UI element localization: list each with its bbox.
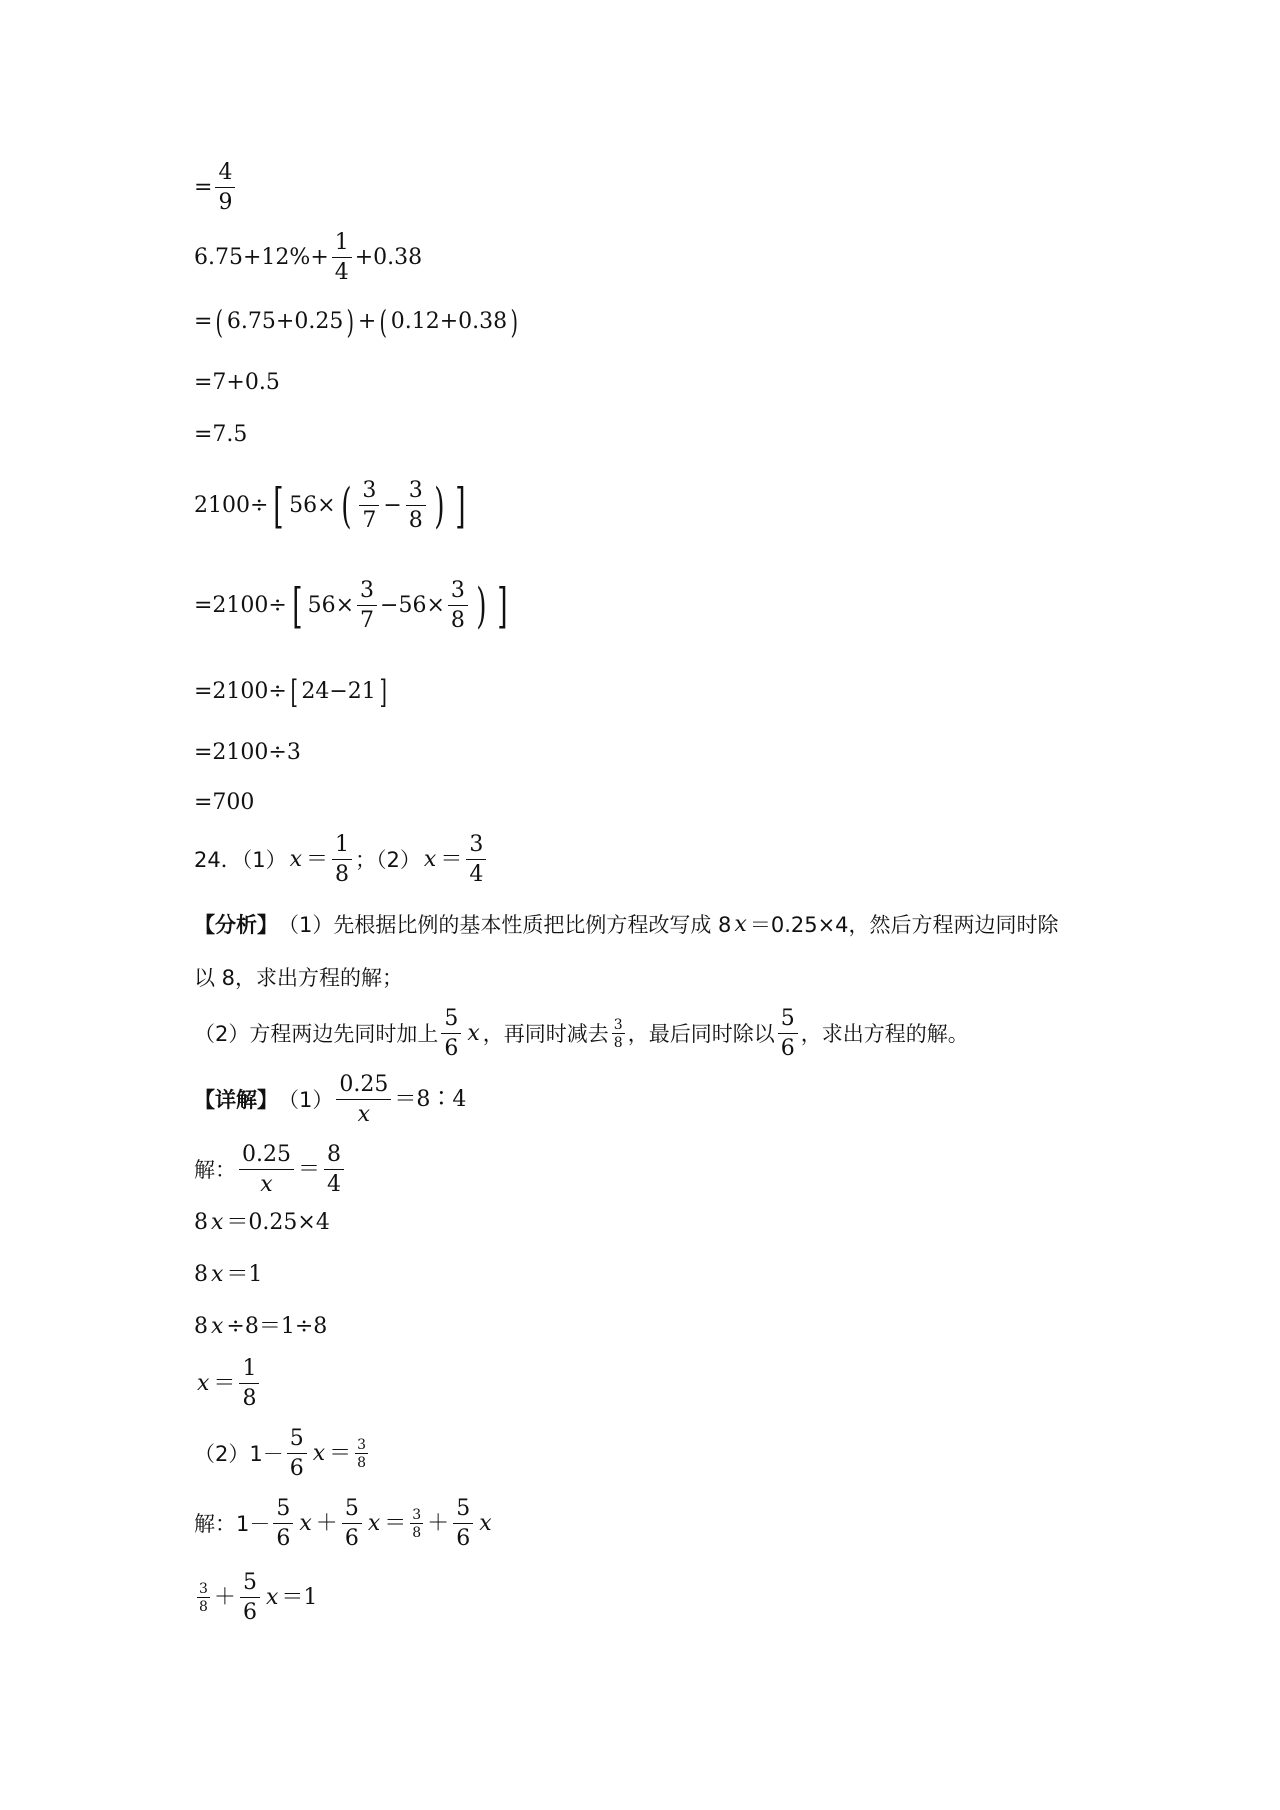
numerator: 3: [359, 480, 379, 506]
calc-line-1: [194, 162, 238, 214]
numerator: 8: [324, 1144, 344, 1170]
text: =2100÷: [194, 593, 287, 618]
denominator: 4: [327, 1172, 341, 1197]
numerator: 5: [273, 1498, 293, 1524]
text: ＝: [213, 1371, 236, 1396]
detail-line-7: [194, 1428, 371, 1480]
fraction: [240, 1572, 260, 1624]
variable: x: [734, 912, 747, 937]
variable: x: [479, 1511, 492, 1536]
text: +: [357, 309, 377, 334]
numerator: 3: [406, 480, 426, 506]
text: ，最后同时除以: [627, 1021, 775, 1046]
fraction: [324, 1144, 344, 1196]
variable: x: [367, 1511, 381, 1536]
text: ＋: [427, 1511, 450, 1536]
fraction: [778, 1008, 798, 1060]
paren: ): [346, 303, 355, 341]
fraction: [441, 1008, 461, 1060]
detail-heading: 【详解】: [194, 1087, 278, 1112]
denominator: 4: [469, 862, 484, 887]
text: 解：: [194, 1157, 236, 1182]
text: ＝: [440, 847, 463, 872]
denominator: 9: [218, 190, 233, 215]
text: 2100÷: [194, 493, 269, 518]
fraction: [612, 1018, 625, 1050]
text: （1）先根据比例的基本性质把比例方程改写成 8: [278, 912, 732, 937]
variable: x: [265, 1585, 279, 1610]
detail-line-9: [194, 1572, 317, 1624]
numerator: 3: [466, 834, 486, 860]
numerator: 1: [332, 232, 352, 258]
text: −56×: [380, 593, 445, 618]
calc-line-4: [194, 372, 280, 394]
calc-line-3: [194, 303, 522, 341]
fraction: [287, 1428, 307, 1480]
text: =: [194, 175, 213, 200]
paren: ): [476, 578, 487, 634]
calc-line-2: [194, 232, 422, 284]
fraction: [466, 834, 486, 886]
numerator: 3: [412, 1507, 422, 1523]
numerator: 5: [287, 1428, 307, 1454]
fraction: [197, 1582, 210, 1614]
detail-line-1: [194, 1074, 466, 1126]
variable: x: [211, 1314, 224, 1339]
numerator: 0.25: [336, 1074, 391, 1100]
numerator: 4: [215, 162, 235, 188]
paren: ): [510, 303, 519, 341]
fraction: [342, 1498, 362, 1550]
text: 0.12+0.38: [390, 309, 508, 334]
fraction: [448, 580, 468, 632]
text: ＝: [384, 1511, 407, 1536]
denominator: 6: [242, 1600, 257, 1625]
text: ＋: [315, 1511, 338, 1536]
fraction: [239, 1358, 259, 1410]
detail-line-8: [194, 1498, 495, 1550]
variable: x: [197, 1371, 210, 1396]
numerator: 3: [357, 580, 377, 606]
denominator: 6: [289, 1456, 304, 1481]
detail-line-2: [194, 1144, 347, 1196]
text: 56×: [307, 593, 355, 618]
bracket: ]: [496, 578, 508, 634]
denominator: 8: [412, 1525, 422, 1541]
bracket: [: [292, 578, 303, 634]
calc-line-8: [194, 673, 390, 711]
text: ＝: [329, 1441, 352, 1466]
variable: x: [467, 1021, 480, 1046]
text: ＝: [297, 1157, 320, 1182]
bracket: ]: [379, 673, 387, 711]
denominator: 8: [335, 862, 350, 887]
variable: x: [211, 1262, 224, 1287]
text: =7.5: [194, 422, 248, 447]
text: 8: [194, 1210, 208, 1235]
numerator: 3: [448, 580, 468, 606]
numerator: 1: [332, 834, 352, 860]
denominator: 6: [444, 1036, 459, 1061]
text: ＝0.25×4: [226, 1210, 330, 1235]
text: 24−21: [301, 679, 376, 704]
paren: (: [340, 478, 352, 534]
text: ＝1: [226, 1262, 263, 1287]
text: （2）1－: [194, 1441, 284, 1466]
denominator: 4: [334, 260, 349, 285]
numerator: 0.25: [239, 1144, 294, 1170]
fraction: [410, 1508, 423, 1540]
fraction: [357, 580, 377, 632]
text: （2）方程两边先同时加上: [194, 1021, 439, 1046]
text: ÷8＝1÷8: [226, 1314, 328, 1339]
detail-line-5: [194, 1316, 327, 1338]
numerator: 5: [778, 1008, 798, 1034]
text: −: [383, 493, 402, 518]
numerator: 5: [342, 1498, 362, 1524]
text: ，求出方程的解。: [800, 1021, 969, 1046]
denominator: 8: [613, 1035, 623, 1051]
bracket: [: [290, 673, 298, 711]
text: ，再同时减去: [482, 1021, 609, 1046]
fraction: [239, 1144, 294, 1196]
numerator: 5: [441, 1008, 461, 1034]
bracket: [: [273, 478, 284, 534]
denominator: 7: [360, 608, 375, 633]
fraction: [332, 834, 352, 886]
denominator: 8: [450, 608, 465, 633]
variable: x: [211, 1210, 224, 1235]
denominator: 6: [456, 1526, 471, 1551]
text: ＝8∶4: [394, 1087, 467, 1112]
text: =: [194, 309, 213, 334]
text: ；（2）: [355, 847, 421, 872]
denominator: 7: [362, 508, 377, 533]
denominator: 6: [780, 1036, 795, 1061]
denominator: 6: [276, 1526, 291, 1551]
text: ＝1: [281, 1585, 318, 1610]
text: （1）: [278, 1087, 334, 1112]
text: =2100÷3: [194, 740, 301, 765]
numerator: 5: [453, 1498, 473, 1524]
numerator: 5: [240, 1572, 260, 1598]
bracket: ]: [454, 478, 466, 534]
denominator: 8: [357, 1455, 367, 1471]
text: 6.75+0.25: [226, 309, 344, 334]
text: =700: [194, 790, 255, 815]
fraction: [355, 1438, 368, 1470]
text: 8: [194, 1262, 208, 1287]
analysis-heading: 【分析】: [194, 912, 278, 937]
variable: x: [423, 847, 437, 872]
variable: x: [299, 1511, 312, 1536]
text: +0.38: [354, 245, 423, 270]
numerator: 3: [199, 1581, 208, 1597]
denominator: x: [260, 1172, 273, 1197]
analysis-line-1: [194, 914, 1059, 936]
text: 56×: [289, 493, 336, 518]
fraction: [359, 480, 379, 532]
denominator: 8: [408, 508, 423, 533]
paren: (: [379, 303, 388, 341]
analysis-line-3: [194, 1008, 969, 1060]
detail-line-4: [194, 1264, 262, 1286]
detail-line-6: [194, 1358, 262, 1410]
text: =2100÷: [194, 679, 287, 704]
text: 6.75+12%+: [194, 245, 329, 270]
calc-line-9: [194, 742, 301, 764]
variable: x: [312, 1441, 326, 1466]
calc-line-5: [194, 424, 247, 446]
fraction: [215, 162, 235, 214]
text: 以 8，求出方程的解；: [194, 966, 404, 990]
numerator: 3: [613, 1017, 623, 1033]
fraction: [453, 1498, 473, 1550]
text: ＝: [306, 847, 329, 872]
paren: ): [433, 478, 445, 534]
detail-line-3: [194, 1212, 330, 1234]
text: =7+0.5: [194, 370, 280, 395]
variable: x: [289, 847, 303, 872]
fraction: [336, 1074, 391, 1126]
text: ＝0.25×4，然后方程两边同时除: [749, 912, 1059, 937]
denominator: 6: [344, 1526, 359, 1551]
denominator: x: [357, 1102, 371, 1127]
denominator: 8: [242, 1386, 257, 1411]
analysis-line-2: [194, 968, 403, 989]
fraction: [406, 480, 426, 532]
fraction: [273, 1498, 293, 1550]
text: ＋: [213, 1585, 236, 1610]
text: 解：1－: [194, 1511, 271, 1536]
question-number: 24．（1）: [194, 847, 287, 872]
answer-line-24: [194, 834, 489, 886]
denominator: 8: [199, 1599, 208, 1615]
numerator: 3: [357, 1437, 367, 1453]
text: 8: [194, 1314, 208, 1339]
numerator: 1: [239, 1358, 259, 1384]
paren: (: [215, 303, 224, 341]
calc-line-7: [194, 580, 512, 632]
calc-line-10: [194, 792, 254, 814]
calc-line-6: [194, 480, 470, 532]
fraction: [332, 232, 352, 284]
